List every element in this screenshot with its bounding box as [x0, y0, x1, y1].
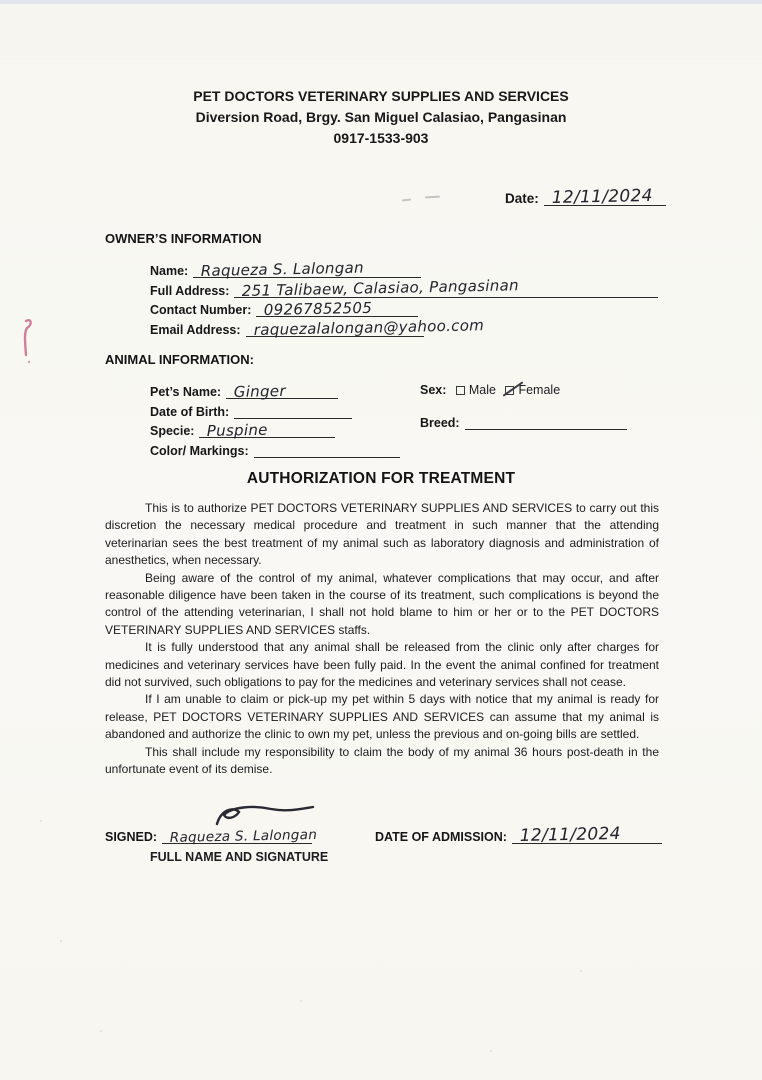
date-handwritten-value: 12/11/2024 [551, 185, 653, 208]
admission-date-line [512, 823, 662, 846]
specie-label: Specie: [150, 424, 195, 438]
breed-label: Breed: [420, 416, 460, 430]
authorization-paragraph-2: Being aware of the control of my animal, whatever complications that may occur, and after reasonable diligence have been taken in the course of its treatment, such complications is beyond the control of the attending veterinarian, I shall not hold blame to him or her or to the PET DOCTORS VETERINARY SUPPLIES AND SERVICES staffs. [105, 570, 659, 637]
owner-contact-label: Contact Number: [150, 303, 252, 317]
dob-line [234, 404, 352, 419]
dob-row [150, 403, 400, 420]
pet-name-line [226, 381, 338, 401]
owner-email-label: Email Address: [150, 322, 241, 337]
admission-date-label: DATE OF ADMISSION: [375, 830, 507, 844]
male-checkbox [456, 386, 465, 395]
date-label: Date: [505, 191, 539, 206]
owner-name-line [193, 258, 421, 280]
specie-row [150, 422, 400, 439]
owner-email-value: raquezalalongan@yahoo.com [253, 315, 484, 339]
male-label: Male [468, 383, 496, 397]
owner-name-value: Raqueza S. Lalongan [200, 258, 365, 280]
signed-label: SIGNED: [105, 830, 158, 844]
owner-email-line [246, 315, 484, 339]
owner-section-title: OWNER’S INFORMATION [105, 231, 262, 246]
scan-bottom-edge [0, 0, 762, 60]
authorization-paragraph-1: This is to authorize PET DOCTORS VETERINARY SUPPLIES AND SERVICES to carry out this discretion the necessary medical procedure and treatment in such manner that the attending veterinarian sees the best treatment of my animal such as laboratory diagnosis and administration of anesthetics, when necessary. [105, 501, 659, 568]
paper-speckles [60, 940, 62, 942]
date-field [505, 185, 666, 208]
signed-handwritten-name: Raqueza S. Lalongan [169, 826, 318, 846]
owner-name-label: Name: [150, 264, 189, 278]
animal-section-title: ANIMAL INFORMATION: [105, 352, 254, 367]
owner-contact-value: 09267852505 [264, 298, 373, 319]
clinic-header [0, 86, 762, 149]
animal-fields-right [420, 383, 627, 431]
signature-caption: FULL NAME AND SIGNATURE [150, 850, 329, 864]
authorization-paragraph-4: If I am unable to claim or pick-up my pet within 5 days with notice that my animal is ready for release, PET DOCTORS VETERINARY SUPPLIES AND SERVICES can assume that my animal is abandoned and authorize the clinic to own my pet, unless the previous and on-going bills are settled. [105, 692, 659, 742]
admission-date-field [375, 823, 662, 846]
owner-email-row [150, 315, 658, 339]
sex-label: Sex: [420, 383, 447, 397]
pencil-dash [402, 199, 411, 202]
clinic-address: Diversion Road, Brgy. San Miguel Calasiao, Pangasinan [195, 109, 567, 125]
owner-name-row [150, 258, 658, 280]
signed-line [162, 826, 318, 846]
animal-fields-left [150, 383, 400, 461]
pet-name-row [150, 383, 400, 400]
owner-contact-line [256, 298, 418, 319]
owner-address-value: 251 Talibaew, Calasiao, Pangasinan [242, 275, 520, 300]
pet-name-value: Ginger [233, 381, 287, 401]
owner-fields [150, 258, 658, 340]
signature-block [105, 823, 705, 864]
color-markings-label: Color/ Markings: [150, 443, 249, 458]
owner-address-row [150, 275, 658, 300]
owner-contact-row [150, 298, 658, 319]
color-markings-line [254, 443, 400, 458]
admission-date-value: 12/11/2024 [519, 823, 621, 846]
clinic-name: PET DOCTORS VETERINARY SUPPLIES AND SERVICES [193, 88, 569, 104]
color-markings-row [150, 442, 400, 459]
authorization-body [105, 500, 659, 779]
specie-line [199, 420, 335, 440]
female-label: Female [518, 383, 561, 397]
authorization-paragraph-5: This shall include my responsibility to claim the body of my animal 36 hours post-death in the unfortunate event of its demise. [105, 744, 659, 777]
authorization-title: AUTHORIZATION FOR TREATMENT [246, 470, 516, 487]
sex-row [420, 383, 627, 397]
pencil-dash [425, 196, 440, 199]
owner-address-line [234, 275, 658, 300]
female-checkbox [505, 386, 514, 395]
breed-row [420, 414, 627, 431]
specie-value: Puspine [207, 420, 269, 440]
authorization-paragraph-3: It is fully understood that any animal shall be released from the clinic only after charges for medicines and veterinary services have been fully paid. In the event the animal confined for treatment did not survived, such obligations to pay for the medicines and veterinary services shall not cease. [105, 640, 659, 690]
pet-name-label: Pet’s Name: [150, 385, 222, 399]
clinic-phone: 0917-1533-903 [333, 130, 429, 146]
owner-address-label: Full Address: [150, 283, 230, 298]
red-pen-mark [12, 315, 42, 370]
breed-line [465, 415, 627, 430]
dob-label: Date of Birth: [150, 404, 230, 419]
date-line [544, 185, 666, 208]
